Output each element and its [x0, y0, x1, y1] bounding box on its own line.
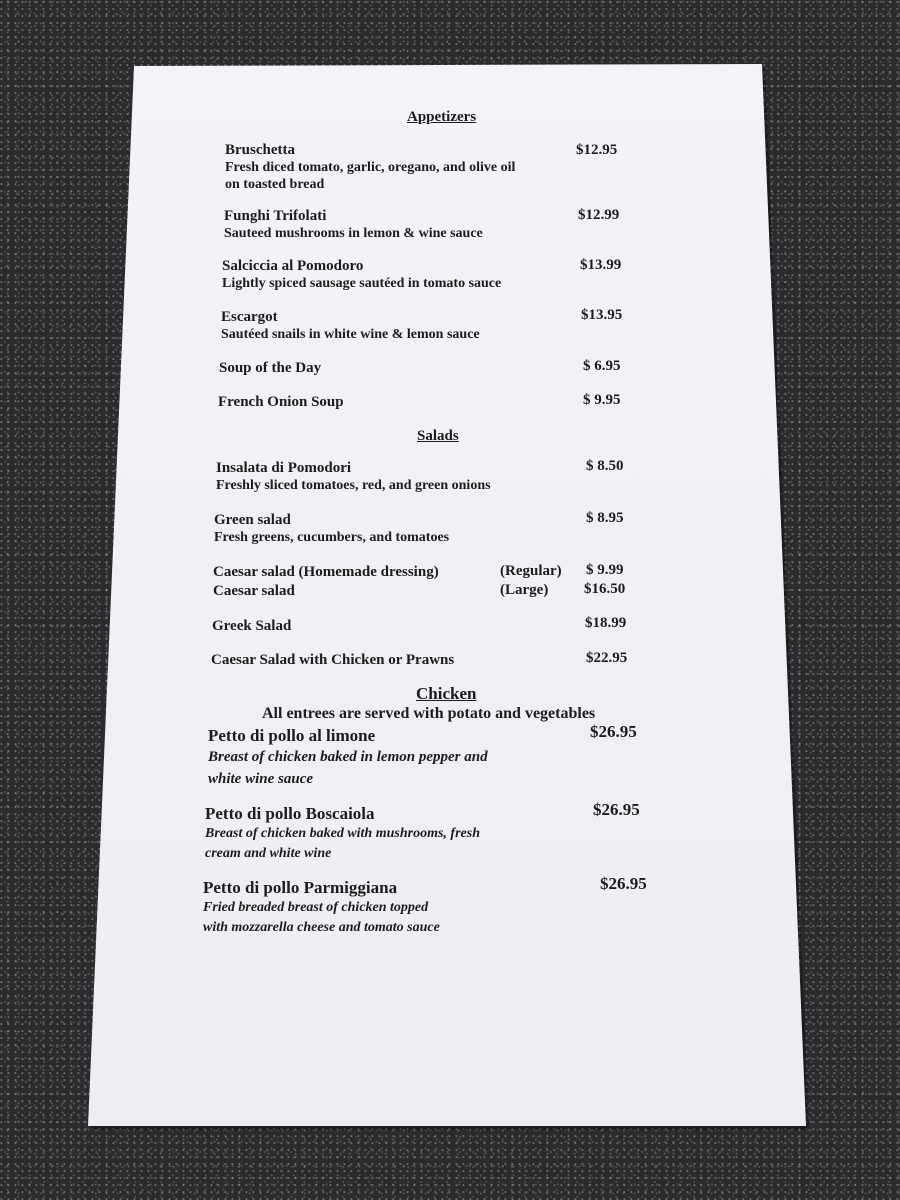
item-name: Petto di pollo Parmiggiana [203, 878, 398, 897]
item-name: Bruschetta [225, 142, 295, 158]
menu-item-caesar-salad-large [213, 583, 295, 600]
item-price: $13.95 [581, 307, 623, 323]
item-description: Breast of chicken baked with mushrooms, fresh [205, 826, 480, 841]
menu-item-french-onion-soup [218, 394, 344, 411]
menu-item-caesar-salad-regular [213, 564, 439, 581]
menu-item-greek-salad [212, 618, 291, 635]
section-heading-appetizers: Appetizers [407, 109, 477, 125]
item-price: $16.50 [584, 581, 626, 597]
item-name: Petto di pollo Boscaiola [205, 804, 375, 823]
item-description: Fried breaded breast of chicken topped [203, 900, 429, 915]
item-description: Sauteed mushrooms in lemon & wine sauce [224, 226, 483, 241]
section-heading-chicken: Chicken [416, 684, 477, 703]
item-description: Fresh diced tomato, garlic, oregano, and olive oil [225, 160, 516, 175]
item-description: Freshly sliced tomatoes, red, and green onions [216, 478, 491, 493]
item-price: $26.95 [590, 722, 637, 741]
menu-item-salciccia-al-pomodoro [222, 258, 501, 292]
item-description: Fresh greens, cucumbers, and tomatoes [214, 530, 450, 545]
item-name: French Onion Soup [218, 394, 344, 410]
item-name: Caesar salad (Homemade dressing) [213, 564, 439, 580]
item-name: Escargot [221, 309, 278, 325]
menu-item-petto-di-pollo-al-limone [208, 725, 488, 790]
item-price: $13.99 [580, 257, 622, 273]
item-description: cream and white wine [205, 846, 332, 861]
item-description: Sautéed snails in white wine & lemon sauce [221, 327, 480, 342]
section-heading-salads: Salads [417, 428, 459, 444]
item-description: Breast of chicken baked in lemon pepper and [208, 749, 488, 765]
item-name: Caesar salad [213, 583, 295, 599]
item-price: $ 9.95 [583, 392, 621, 408]
item-price: $22.95 [586, 650, 628, 666]
item-price: $26.95 [593, 800, 640, 819]
item-name: Soup of the Day [219, 360, 322, 376]
item-name: Greek Salad [212, 618, 292, 634]
menu-item-insalata-di-pomodori [216, 460, 491, 494]
item-description: white wine sauce [208, 771, 314, 787]
menu-item-green-salad [214, 512, 449, 546]
menu-item-funghi-trifolati [224, 208, 483, 242]
item-price: $ 6.95 [583, 358, 621, 374]
item-description: Lightly spiced sausage sautéed in tomato sauce [222, 276, 502, 291]
item-description: with mozzarella cheese and tomato sauce [203, 920, 440, 935]
item-price: $18.99 [585, 615, 627, 631]
item-name: Insalata di Pomodori [216, 460, 352, 476]
item-name: Caesar Salad with Chicken or Prawns [211, 652, 455, 668]
item-name: Petto di pollo al limone [208, 726, 376, 745]
item-name: Funghi Trifolati [224, 208, 327, 224]
menu-item-petto-di-pollo-boscaiola [205, 803, 480, 864]
item-price: $12.95 [576, 142, 618, 158]
item-price: $ 8.50 [586, 458, 624, 474]
item-price: $26.95 [600, 874, 647, 893]
menu-item-soup-of-the-day [219, 360, 321, 377]
menu-item-petto-di-pollo-parmiggiana [203, 877, 440, 938]
menu-item-escargot [221, 309, 480, 343]
item-name: Green salad [214, 512, 291, 528]
item-description: on toasted bread [225, 177, 325, 192]
item-name: Salciccia al Pomodoro [222, 258, 364, 274]
menu-item-bruschetta [225, 142, 515, 193]
item-price: $ 9.99 [586, 562, 624, 578]
item-price: $ 8.95 [586, 510, 624, 526]
item-size-regular: (Regular) [500, 563, 562, 579]
menu-item-caesar-salad-chicken-prawns [211, 652, 454, 669]
item-price: $12.99 [578, 207, 620, 223]
item-size-large: (Large) [500, 582, 549, 598]
section-note: All entrees are served with potato and vegetables [262, 705, 596, 722]
